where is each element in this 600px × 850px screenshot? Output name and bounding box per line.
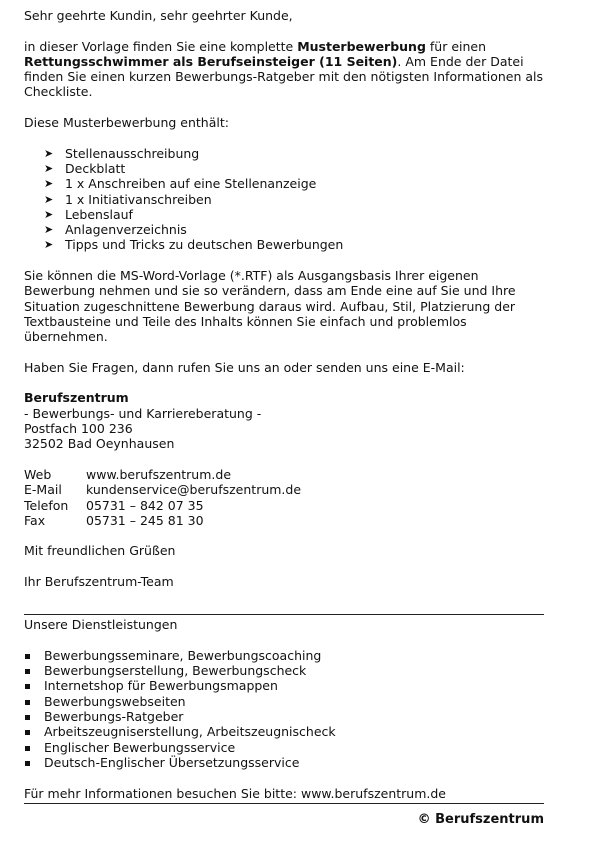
list-item-label: Deckblatt — [65, 160, 126, 176]
list-item-label: Lebenslauf — [65, 206, 133, 222]
signature: Ihr Berufszentrum-Team — [24, 573, 174, 589]
word-template-paragraph: Sie können die MS-Word-Vorlage (*.RTF) als Ausgangsbasis Ihrer eigenen Bewerbung nehmen und sie so verändern, dass am Ende eine auf Sie und Ihre Situation zugeschnittene Bewerbung daraus wird. Aufbau, Stil, Platzierung der Textbausteine und Teile des Inhalts können Sie einfach und problemlos übernehmen. — [24, 268, 516, 345]
square-bullet-icon — [25, 700, 30, 705]
square-bullet-icon — [25, 669, 30, 674]
list-item — [24, 663, 544, 678]
arrowhead-icon: ➤ — [44, 207, 54, 221]
contact-label: E-Mail — [24, 482, 62, 498]
square-bullet-icon — [25, 715, 30, 720]
list-item-label: Stellenausschreibung — [65, 145, 200, 161]
fax-value: 05731 – 245 81 30 — [86, 512, 204, 528]
copyright: © Berufszentrum — [417, 811, 544, 827]
contents-list — [24, 146, 544, 253]
service-label: Internetshop für Bewerbungsmappen — [44, 678, 278, 694]
company-postbox: Postfach 100 236 — [24, 421, 133, 437]
list-item — [24, 709, 544, 724]
company-name — [24, 390, 544, 405]
web-link[interactable]: www.berufszentrum.de — [86, 466, 232, 482]
square-bullet-icon — [25, 746, 30, 751]
service-label: Bewerbungswebseiten — [44, 693, 186, 709]
contact-row-fax — [24, 513, 301, 528]
intro-bold-1: Musterbewerbung — [297, 38, 426, 54]
contact-row-email — [24, 482, 301, 497]
list-item-label: Anlagenverzeichnis — [65, 222, 187, 238]
company-tagline: - Bewerbungs- und Karriereberatung - — [24, 405, 262, 421]
intro-paragraph — [24, 39, 544, 100]
company-name-text: Berufszentrum — [24, 390, 129, 406]
list-item — [44, 192, 544, 207]
service-label: Englischer Bewerbungsservice — [44, 739, 236, 755]
intro-text-1: in dieser Vorlage finden Sie eine komplette — [24, 38, 298, 54]
arrowhead-icon: ➤ — [44, 192, 54, 206]
divider — [24, 614, 544, 615]
contact-row-web — [24, 467, 301, 482]
document-page — [24, 8, 544, 827]
service-label: Bewerbungserstellung, Bewerbungscheck — [44, 663, 307, 679]
contact-label: Fax — [24, 512, 46, 528]
square-bullet-icon — [25, 730, 30, 735]
intro-text-2: für einen — [425, 38, 487, 54]
more-info-line: Für mehr Informationen besuchen Sie bitte: www.berufszentrum.de — [24, 785, 446, 801]
contact-label: Web — [24, 466, 52, 482]
arrowhead-icon: ➤ — [44, 146, 54, 160]
email-link[interactable]: kundenservice@berufszentrum.de — [86, 482, 302, 498]
closing: Mit freundlichen Grüßen — [24, 543, 176, 559]
list-item-label: 1 x Anschreiben auf eine Stellenanzeige — [65, 176, 317, 192]
contact-label: Telefon — [24, 497, 69, 513]
service-label: Bewerbungsseminare, Bewerbungscoaching — [44, 647, 322, 663]
arrowhead-icon: ➤ — [44, 223, 54, 237]
list-item-label: Tipps und Tricks zu deutschen Bewerbungen — [65, 237, 344, 253]
salutation: Sehr geehrte Kundin, sehr geehrter Kunde, — [24, 8, 293, 23]
list-item — [44, 146, 544, 161]
square-bullet-icon — [25, 654, 30, 659]
list-item-label: 1 x Initiativanschreiben — [65, 191, 212, 207]
list-item — [44, 176, 544, 191]
list-item — [24, 740, 544, 755]
contact-table — [24, 467, 301, 528]
square-bullet-icon — [25, 684, 30, 689]
questions-line: Haben Sie Fragen, dann rufen Sie uns an oder senden uns eine E-Mail: — [24, 359, 465, 375]
list-item — [24, 755, 544, 770]
service-label: Deutsch-Englischer Übersetzungsservice — [44, 754, 300, 770]
services-heading: Unsere Dienstleistungen — [24, 617, 178, 633]
list-item — [44, 207, 544, 222]
list-item — [24, 648, 544, 663]
service-label: Arbeitszeugniserstellung, Arbeitszeugnischeck — [44, 724, 336, 740]
intro-text-3: . Am Ende der Datei finden Sie einen kurzen Bewerbungs-Ratgeber mit den nötigsten Informationen als Checkliste. — [24, 53, 544, 100]
company-city: 32502 Bad Oeynhausen — [24, 436, 175, 452]
list-item — [44, 161, 544, 176]
services-list — [24, 648, 544, 770]
list-item — [24, 724, 544, 739]
square-bullet-icon — [25, 761, 30, 766]
contains-heading: Diese Musterbewerbung enthält: — [24, 115, 229, 131]
arrowhead-icon: ➤ — [44, 238, 54, 252]
list-item — [44, 237, 544, 252]
phone-value: 05731 – 842 07 35 — [86, 497, 204, 513]
list-item — [24, 694, 544, 709]
contact-row-phone — [24, 498, 301, 513]
list-item — [24, 678, 544, 693]
arrowhead-icon: ➤ — [44, 161, 54, 175]
intro-bold-2: Rettungsschwimmer als Berufseinsteiger (11 Seiten) — [24, 53, 398, 69]
service-label: Bewerbungs-Ratgeber — [44, 709, 184, 725]
list-item — [44, 222, 544, 237]
arrowhead-icon: ➤ — [44, 177, 54, 191]
